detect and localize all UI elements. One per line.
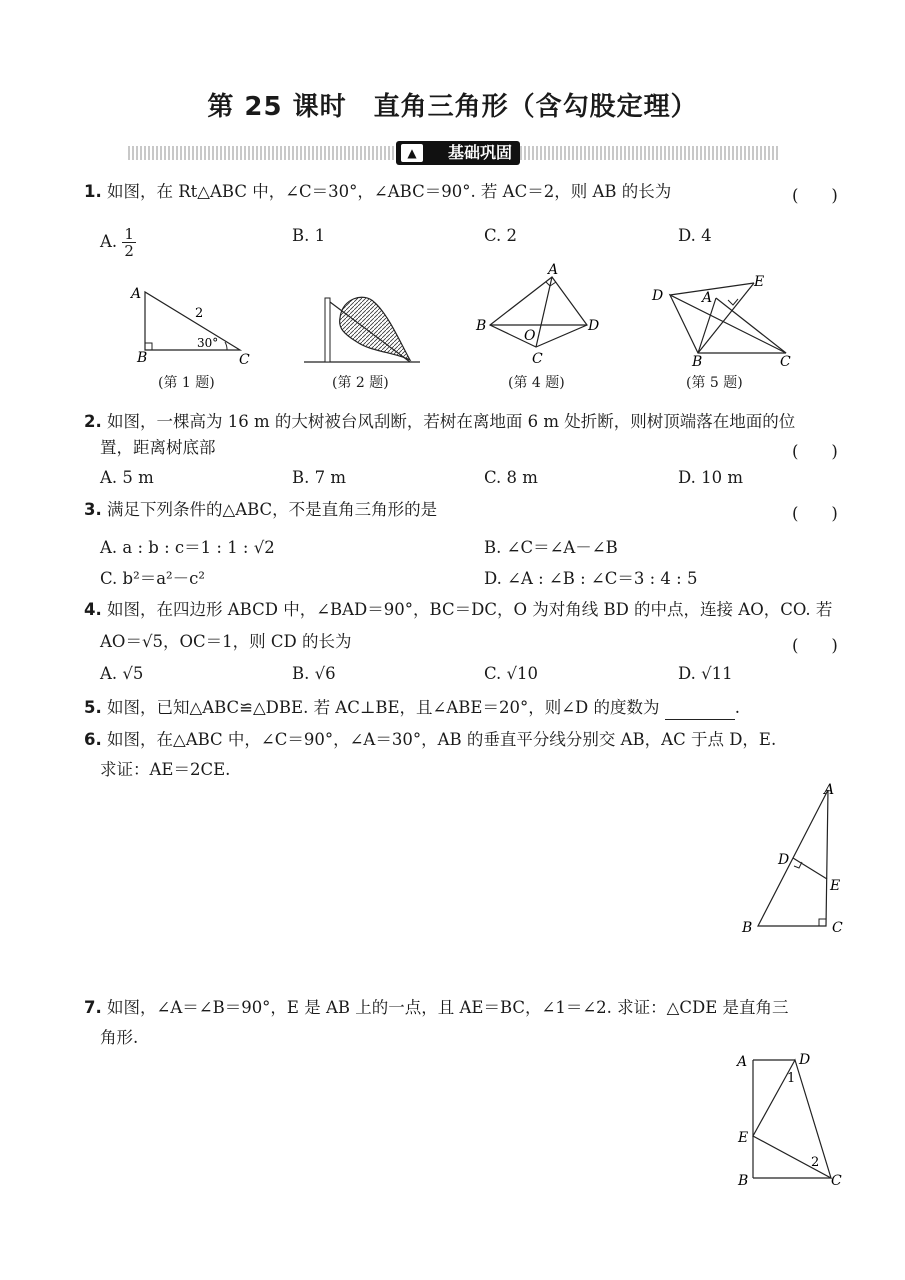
option-label: A. [100,232,123,251]
label-a: A [548,262,559,278]
figure-4 [472,262,607,372]
label-b: B [738,1173,749,1189]
option-a[interactable]: A. √5 [100,664,144,683]
section-banner [128,140,778,166]
page-title: 第 25 课时 直角三角形（含勾股定理） [207,92,698,122]
label-c: C [831,1173,842,1189]
section-badge [396,141,520,165]
option-a[interactable]: A. 5 m [100,468,154,487]
option-c[interactable]: C. b²＝a²－c² [100,569,206,588]
question-4 [84,598,832,622]
fraction [122,226,136,259]
label-b: B [137,350,148,366]
question-7-line2: 角形. [100,1028,139,1047]
side-length-label: 2 [195,306,204,321]
figure-5-caption: (第 5 题) [686,375,743,391]
answer-paren[interactable]: ( ) [792,442,838,461]
label-c: C [832,920,843,936]
option-a[interactable]: A. a : b : c＝1 : 1 : √2 [100,538,275,557]
option-b[interactable]: B. ∠C＝∠A－∠B [484,538,618,557]
option-c[interactable]: C. 8 m [484,468,538,487]
question-2 [84,410,795,434]
answer-paren[interactable]: ( ) [792,186,838,205]
option-c[interactable]: C. √10 [484,664,539,683]
question-text-line1: 如图，在△ABC 中，∠C＝90°，∠A＝30°，AB 的垂直平分线分别交 AB，AC 于点 D，E. [107,730,777,749]
question-text: 满足下列条件的△ABC，不是直角三角形的是 [107,500,438,519]
question-text-line1: 如图，∠A＝∠B＝90°，E 是 AB 上的一点，且 AE＝BC，∠1＝∠2. 求证：△CDE 是直角三 [107,998,789,1017]
label-e: E [830,878,841,894]
tree-trunk [325,298,330,362]
option-b[interactable]: B. 7 m [292,468,347,487]
option-b[interactable]: B. √6 [292,664,336,683]
section-label: 基础巩固 [447,143,512,162]
angle-arc [225,342,227,350]
question-6-proof-line: 求证：AE＝2CE. [100,760,231,779]
segment-ac [716,298,786,353]
question-7 [84,996,789,1020]
question-5 [84,696,740,720]
figure-4-caption: (第 4 题) [508,375,565,391]
label-o: O [524,328,536,344]
question-text-line1: 如图，在四边形 ABCD 中，∠BAD＝90°，BC＝DC，O 为对角线 BD 的中点，连接 AO，CO. 若 [107,600,833,619]
figure-2 [302,290,427,368]
question-text-line1: 如图，一棵高为 16 m 的大树被台风刮断，若树在离地面 6 m 处折断，则树顶端落在地面的位 [107,412,796,431]
question-number: 3. [84,500,102,519]
option-a[interactable] [100,226,136,259]
label-b: B [476,318,487,334]
label-c: C [239,352,250,368]
label-d: D [778,852,790,868]
label-e: E [738,1130,749,1146]
answer-paren[interactable]: ( ) [792,636,838,655]
label-a: A [824,782,835,798]
figure-2-caption: (第 2 题) [332,375,389,391]
question-number: 7. [84,998,102,1017]
figure-7 [735,1048,850,1193]
answer-blank[interactable] [665,701,735,720]
fraction-numerator: 1 [124,225,134,243]
option-d[interactable]: D. ∠A : ∠B : ∠C＝3 : 4 : 5 [484,569,698,588]
label-d: D [799,1052,811,1068]
label-b: B [692,354,703,370]
label-e: E [754,274,765,290]
label-d: D [588,318,600,334]
perpendicular-bisector [793,858,827,879]
question-number: 2. [84,412,102,431]
figure-5 [648,270,798,370]
label-c: C [532,351,543,367]
label-a: A [702,290,713,306]
label-d: D [652,288,664,304]
question-4-line2: AO＝√5，OC＝1，则 CD 的长为 [100,632,352,651]
label-c: C [780,354,791,370]
question-number: 1. [84,182,102,201]
triangle-dbc [670,295,786,353]
angle-2-label: 2 [811,1155,820,1170]
question-2-line2: 置，距离树底部 [100,438,216,457]
fraction-denominator: 2 [124,242,134,260]
question-6 [84,728,776,752]
figure-1 [125,280,260,370]
question-text: 如图，在 Rt△ABC 中，∠C＝30°，∠ABC＝90°. 若 AC＝2，则 AB 的长为 [107,182,672,201]
option-b[interactable]: B. 1 [292,226,326,245]
figure-6 [738,780,848,940]
book-icon: ▲ [401,144,423,162]
answer-paren[interactable]: ( ) [792,504,838,523]
figure-1-caption: (第 1 题) [158,375,215,391]
option-d[interactable]: D. 4 [678,226,712,245]
label-a: A [737,1054,748,1070]
label-a: A [131,286,142,302]
question-number: 4. [84,600,102,619]
segment-ab [698,298,716,353]
label-b: B [742,920,753,936]
question-3 [84,498,437,522]
question-number: 6. [84,730,102,749]
tree-crown [340,297,410,360]
right-angle-mark-c [819,919,826,926]
option-d[interactable]: D. 10 m [678,468,744,487]
option-c[interactable]: C. 2 [484,226,518,245]
angle-1-label: 1 [787,1071,796,1086]
question-1 [84,180,671,204]
option-d[interactable]: D. √11 [678,664,733,683]
question-text: 如图，已知△ABC≌△DBE. 若 AC⊥BE，且∠ABE＝20°，则∠D 的度数为 [107,698,660,717]
period: . [734,698,740,717]
triangle-abc [145,292,240,350]
right-angle-mark [145,343,152,350]
question-number: 5. [84,698,102,717]
angle-label: 30° [197,336,219,350]
